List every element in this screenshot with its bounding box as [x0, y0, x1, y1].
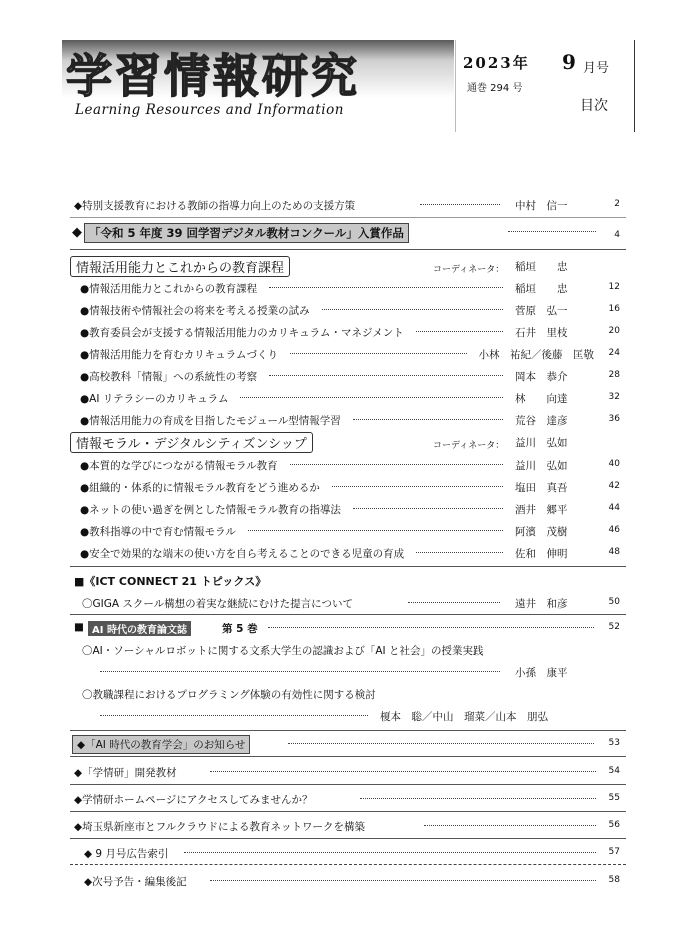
toc-page: 52 — [608, 622, 620, 632]
toc-page: 57 — [608, 847, 620, 857]
divider — [70, 811, 626, 812]
contest-title: 「令和 5 年度 39 回学習デジタル教材コンクール」入賞作品 — [84, 223, 409, 243]
toc-title: ◆「AI 時代の教育学会」のお知らせ — [72, 735, 250, 754]
toc-title: ●教育委員会が支援する情報活用能力のカリキュラム・マネジメント — [80, 327, 404, 339]
toc-page: 53 — [608, 738, 620, 748]
toc-author: 小林 祐紀／後藤 匡敬 — [478, 349, 594, 361]
toc-label: 目次 — [580, 98, 608, 114]
leader-dots — [508, 231, 596, 232]
contest-marker: ◆ — [72, 225, 82, 240]
leader-dots — [288, 743, 594, 744]
toc-page: 44 — [608, 503, 620, 513]
section-heading-info-morals: 情報モラル・デジタルシティズンシップ — [70, 432, 313, 453]
toc-title: ●情報活用能力を育むカリキュラムづくり — [80, 349, 279, 361]
toc-page: 50 — [608, 597, 620, 607]
issue-number: 通巻 294 号 — [467, 83, 523, 94]
divider — [70, 784, 626, 785]
toc-author: 中村 信一 — [515, 200, 568, 212]
divider — [70, 217, 626, 218]
leader-dots — [360, 798, 596, 799]
leader-dots — [424, 825, 596, 826]
coordinator-label: コーディネータ： — [433, 265, 505, 275]
ai-volume: 第 5 巻 — [222, 623, 258, 635]
toc-author: 荒谷 達彦 — [515, 415, 568, 427]
issue-month-unit: 月号 — [583, 61, 610, 76]
toc-page: 12 — [608, 282, 620, 292]
toc-title: ◆特別支援教育における教師の指導力向上のための支援方策 — [74, 200, 356, 212]
toc-page: 40 — [608, 459, 620, 469]
issue-year: 2023年 — [463, 54, 530, 72]
toc-author: 塩田 真吾 — [515, 482, 568, 494]
leader-dots — [240, 397, 503, 398]
leader-dots — [408, 602, 500, 603]
toc-title: ◆次号予告・編集後記 — [84, 876, 187, 888]
leader-dots — [269, 287, 503, 288]
leader-dots — [100, 715, 368, 716]
toc-author: 佐和 伸明 — [515, 548, 568, 560]
leader-dots — [210, 771, 596, 772]
toc-title: ◆ 9 月号広告索引 — [84, 848, 169, 860]
toc-author: 岡本 恭介 — [515, 371, 568, 383]
leader-dots — [184, 852, 596, 853]
divider — [70, 838, 626, 839]
ict-heading: ■《ICT CONNECT 21 トピックス》 — [74, 575, 267, 588]
toc-page: 36 — [608, 414, 620, 424]
toc-author: 稲垣 忠 — [515, 283, 568, 295]
ai-marker: ■ — [74, 621, 84, 633]
toc-title: ●情報技術や情報社会の将来を考える授業の試み — [80, 305, 310, 317]
leader-dots — [332, 486, 503, 487]
leader-dots — [416, 552, 503, 553]
toc-page: 48 — [608, 547, 620, 557]
coordinator-label: コーディネータ： — [433, 441, 505, 451]
leader-dots — [248, 530, 503, 531]
toc-author: 林 向達 — [515, 393, 568, 405]
toc-page: 46 — [608, 525, 620, 535]
magazine-title: 学習情報研究 — [66, 49, 360, 103]
magazine-subtitle: Learning Resources and Information — [75, 102, 344, 118]
leader-dots — [416, 331, 503, 332]
toc-title: ●本質的な学びにつながる情報モラル教育 — [80, 460, 278, 472]
leader-dots — [322, 309, 503, 310]
toc-author: 酒井 郷平 — [515, 504, 568, 516]
toc-title: ●高校教科「情報」への系統性の考察 — [80, 371, 258, 383]
toc-author: 阿濱 茂樹 — [515, 526, 568, 538]
ai-journal-badge: AI 時代の教育論文誌 — [88, 621, 191, 636]
leader-dots — [420, 204, 500, 205]
toc-page: 2 — [614, 199, 620, 209]
toc-title: ◆学情研ホームページにアクセスしてみませんか？ — [74, 794, 313, 806]
toc-page: 20 — [608, 326, 620, 336]
toc-page: 4 — [614, 230, 620, 240]
divider — [70, 756, 626, 757]
toc-author: 益川 弘如 — [515, 460, 568, 472]
divider — [70, 249, 626, 250]
leader-dots — [290, 353, 466, 354]
divider — [70, 566, 626, 567]
coordinator-name: 益川 弘如 — [515, 437, 568, 449]
leader-dots — [100, 671, 500, 672]
toc-author: 菅原 弘一 — [515, 305, 568, 317]
toc-page: 24 — [608, 348, 620, 358]
leader-dots — [353, 419, 503, 420]
toc-title: ●安全で効果的な端末の使い方を自ら考えることのできる児童の育成 — [80, 548, 405, 560]
toc-page: 56 — [608, 820, 620, 830]
toc-title: 〇GIGA スクール構想の着実な継続にむけた提言について — [82, 598, 353, 610]
toc-page: 58 — [608, 875, 620, 885]
toc-author: 小孫 康平 — [515, 667, 568, 679]
toc-page: 32 — [608, 392, 620, 402]
toc-title: ◆埼玉県新座市とフルクラウドによる教育ネットワークを構築 — [74, 821, 365, 833]
leader-dots — [290, 464, 503, 465]
toc-page: 28 — [608, 370, 620, 380]
toc-author: 榎本 聡／中山 瑠菜／山本 朋弘 — [380, 711, 548, 723]
toc-page: 16 — [608, 304, 620, 314]
toc-title: ●情報活用能力の育成を目指したモジュール型情報学習 — [80, 415, 341, 427]
leader-dots — [268, 627, 594, 628]
toc-title: ●組織的・体系的に情報モラル教育をどう進めるか — [80, 482, 320, 494]
divider — [70, 864, 626, 865]
toc-title: ◆「学情研」開発教材 — [74, 767, 177, 779]
toc-title: 〇AI・ソーシャルロボットに関する文系大学生の認識および「AI と社会」の授業実践 — [82, 645, 484, 657]
toc-title: ●教科指導の中で育む情報モラル — [80, 526, 236, 538]
toc-title: ●ネットの使い過ぎを例とした情報モラル教育の指導法 — [80, 504, 341, 516]
divider — [70, 730, 626, 731]
leader-dots — [353, 508, 503, 509]
section-heading-info-literacy: 情報活用能力とこれからの教育課程 — [70, 256, 290, 277]
toc-page: 54 — [608, 766, 620, 776]
coordinator-name: 稲垣 忠 — [515, 261, 568, 273]
toc-page: 55 — [608, 793, 620, 803]
toc-title: 〇教職課程におけるプログラミング体験の有効性に関する検討 — [82, 689, 376, 701]
toc-title: ●情報活用能力とこれからの教育課程 — [80, 283, 258, 295]
toc-page: 42 — [608, 481, 620, 491]
leader-dots — [269, 375, 503, 376]
toc-title: ●AI リテラシーのカリキュラム — [80, 393, 229, 405]
issue-month: 9 — [562, 50, 576, 74]
toc-author: 遠井 和彦 — [515, 598, 568, 610]
leader-dots — [210, 880, 596, 881]
divider — [70, 614, 626, 615]
toc-author: 石井 里枝 — [515, 327, 568, 339]
